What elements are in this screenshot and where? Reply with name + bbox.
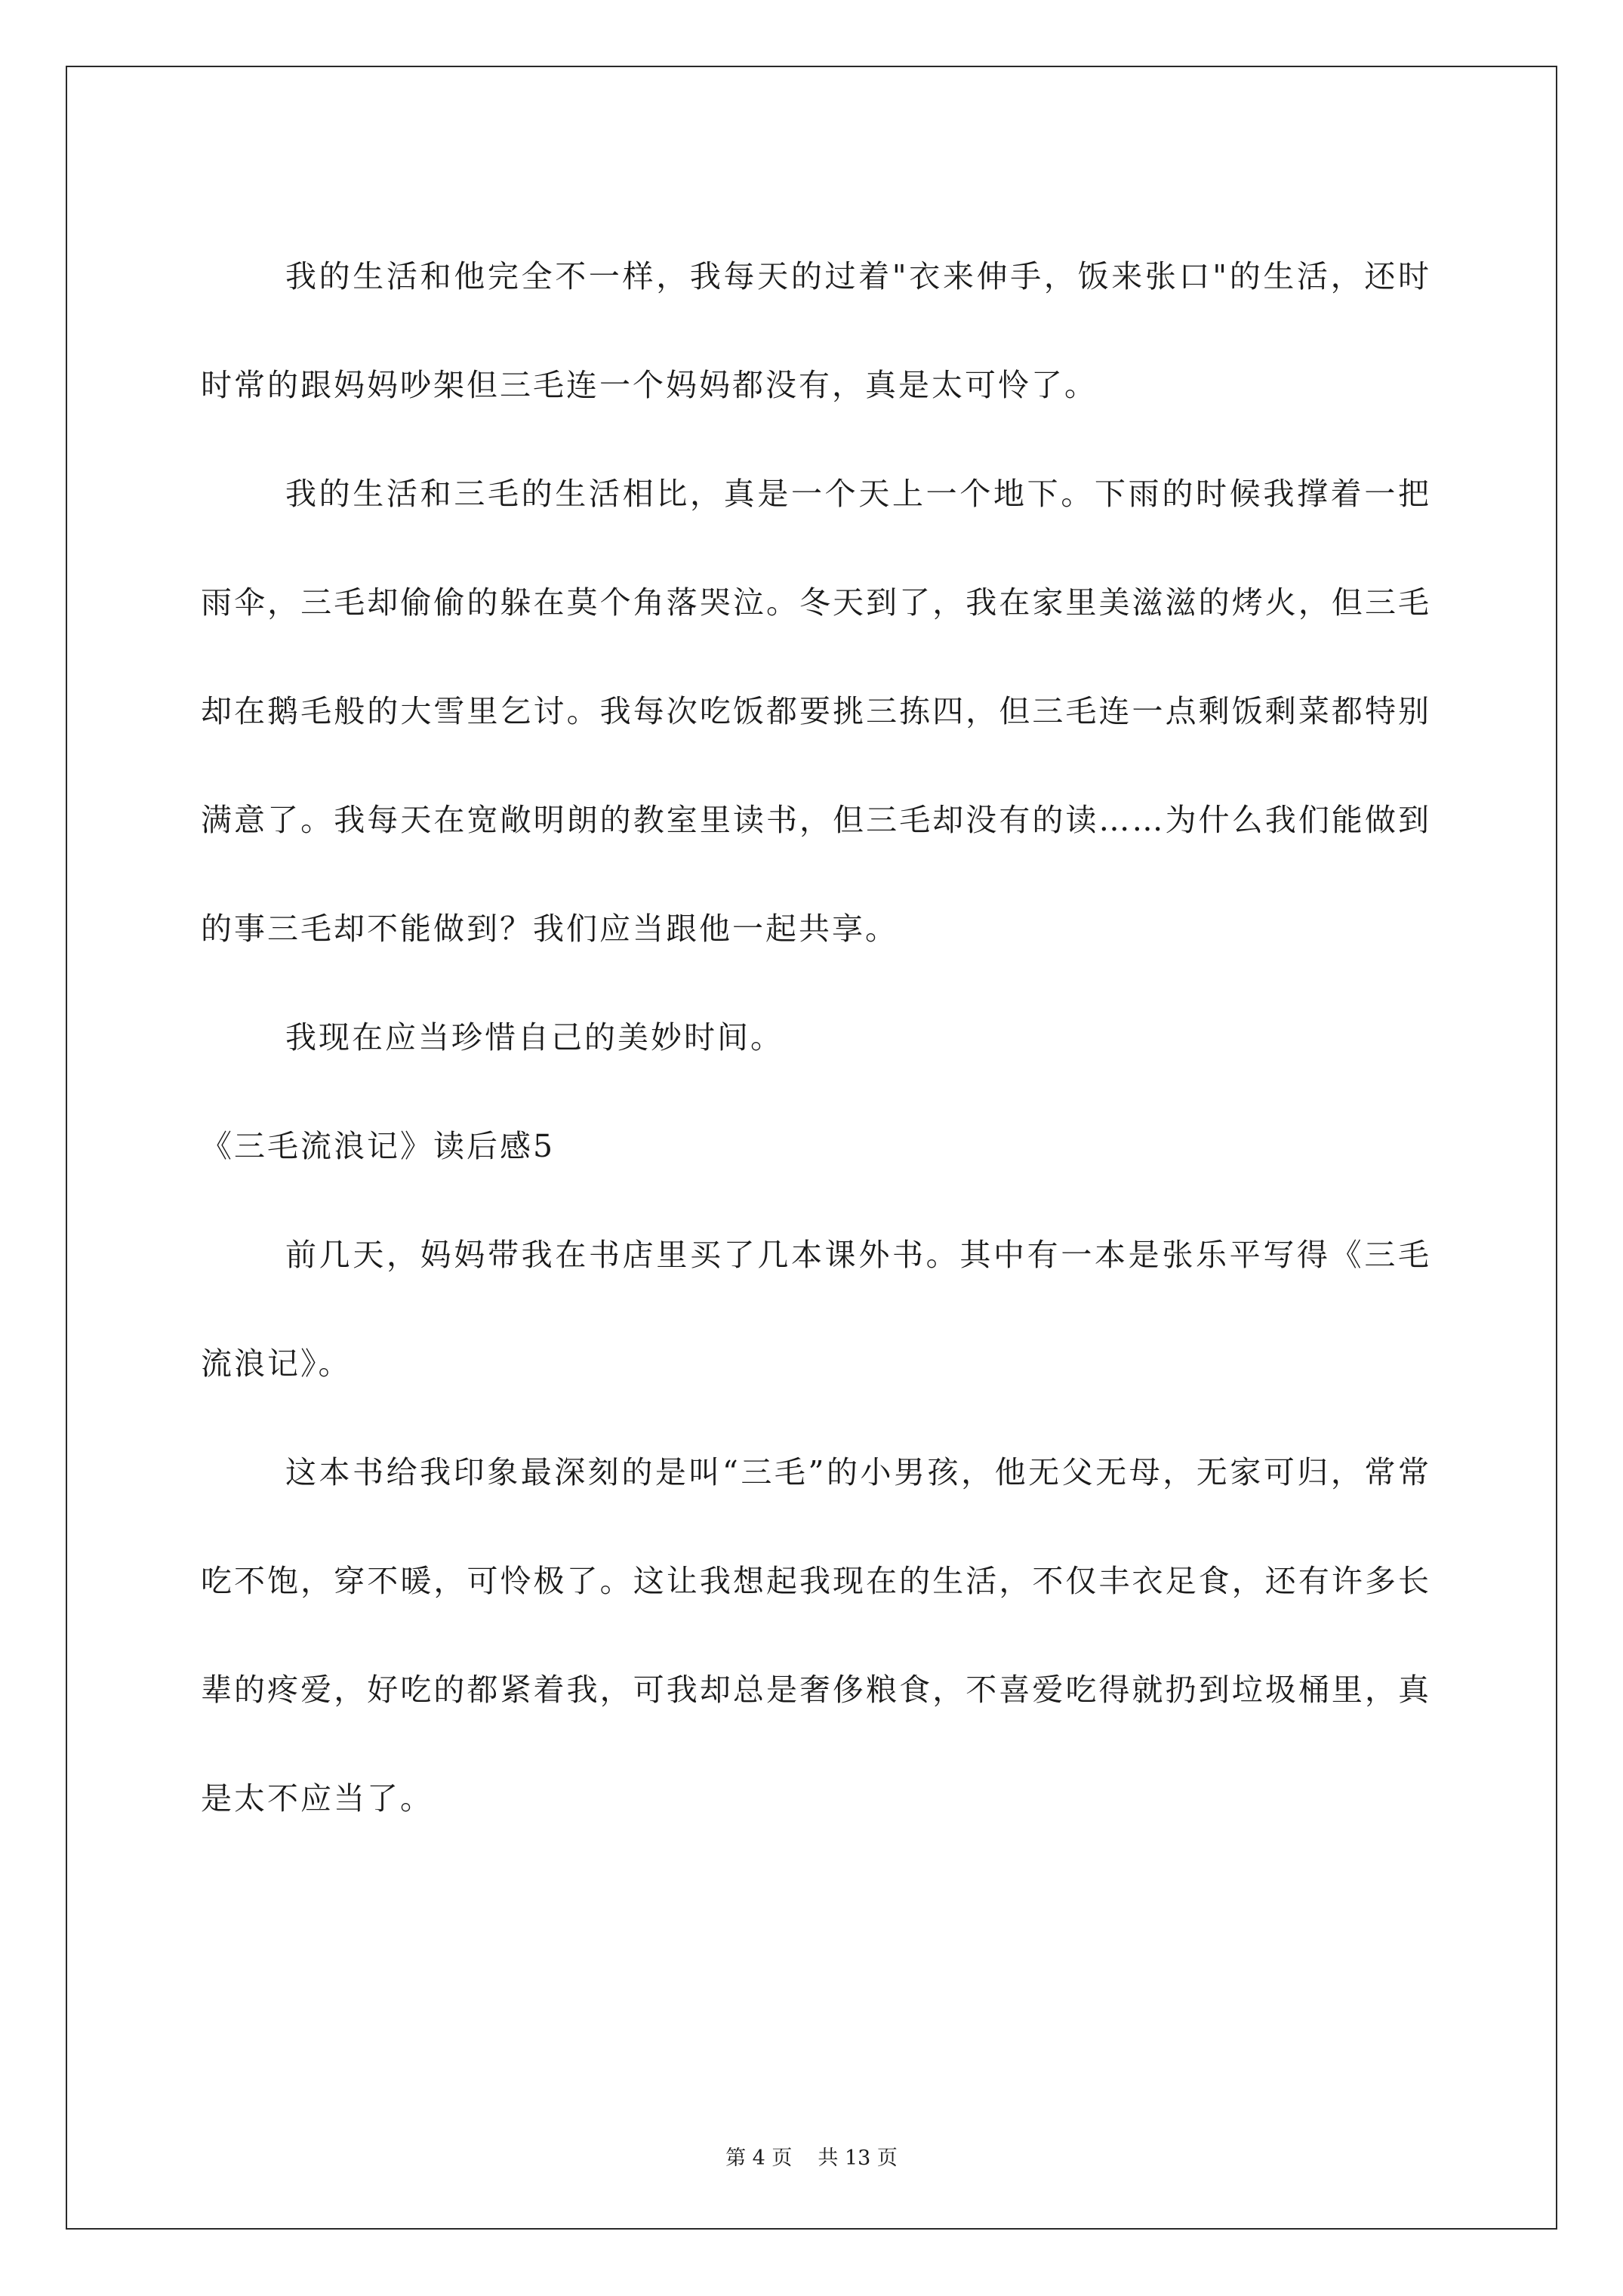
paragraph-5: 这本书给我印象最深刻的是叫“三毛”的小男孩，他无父无母，无家可归，常常吃不饱，穿不暖，可怜极了。这让我想起我现在的生活，不仅丰衣足食，还有许多长辈的疼爱，好吃的都紧着我，可我却总是奢侈粮食，不喜爱吃得就扔到垃圾桶里，真是太不应当了。 <box>201 1454 1431 1817</box>
page-number: 第 4 页 <box>725 2147 793 2170</box>
page-footer <box>0 2141 1623 2171</box>
paragraph-1: 我的生活和他完全不一样，我每天的过着"衣来伸手，饭来张口"的生活，还时时常的跟妈妈吵架但三毛连一个妈妈都没有，真是太可怜了。 <box>201 258 1431 403</box>
page-total: 共 13 页 <box>818 2147 898 2170</box>
paragraph-3: 我现在应当珍惜自己的美妙时间。 <box>285 1019 784 1056</box>
paragraph-2: 我的生活和三毛的生活相比，真是一个天上一个地下。下雨的时候我撑着一把雨伞，三毛却偷偷的躲在莫个角落哭泣。冬天到了，我在家里美滋滋的烤火，但三毛却在鹅毛般的大雪里乞讨。我每次吃饭都要挑三拣四，但三毛连一点剩饭剩菜都特别满意了。我每天在宽敞明朗的教室里读书，但三毛却没有的读……为什么我们能做到的事三毛却不能做到？我们应当跟他一起共享。 <box>201 476 1431 947</box>
section-heading: 《三毛流浪记》读后感5 <box>201 1128 556 1164</box>
paragraph-4: 前几天，妈妈带我在书店里买了几本课外书。其中有一本是张乐平写得《三毛流浪记》。 <box>201 1237 1431 1382</box>
document-body <box>201 222 1431 1853</box>
